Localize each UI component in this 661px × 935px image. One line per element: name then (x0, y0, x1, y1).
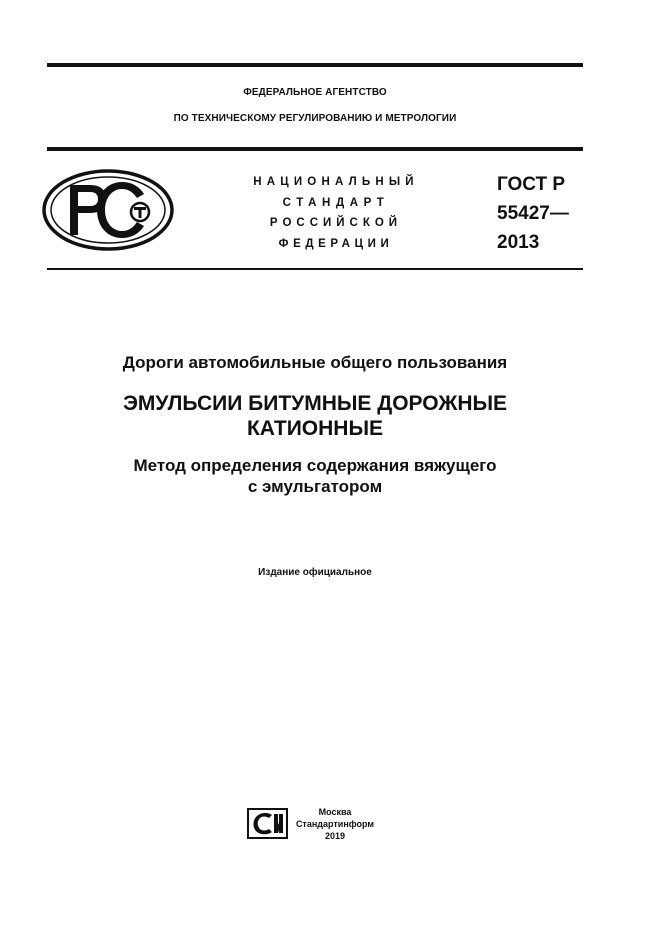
document-category: Дороги автомобильные общего пользования (122, 353, 508, 372)
document-title (47, 391, 583, 441)
header-bottom-rule (47, 268, 583, 270)
publisher-name: Стандартинформ (295, 819, 375, 829)
document-subtitle (47, 455, 583, 497)
document-title-line-1: ЭМУЛЬСИИ БИТУМНЫЕ ДОРОЖНЫЕ (122, 392, 508, 415)
publication-year: 2019 (324, 831, 346, 841)
publisher-info (292, 806, 378, 842)
standard-type-line-3: РОССИЙСКОЙ (269, 217, 403, 229)
document-subtitle-line-1: Метод определения содержания вяжущего (133, 456, 497, 475)
standartinform-logo-icon (247, 808, 288, 839)
standard-type-line-2: СТАНДАРТ (282, 196, 390, 209)
edition-label: Издание официальное (258, 567, 372, 578)
agency-line-1: ФЕДЕРАЛЬНОЕ АГЕНТСТВО (243, 87, 387, 98)
document-title-line-2: КАТИОННЫЕ (246, 417, 384, 440)
standard-type-line-1: НАЦИОНАЛЬНЫЙ (253, 176, 419, 188)
standard-designation (497, 170, 569, 257)
designation-line-2: 55427— (497, 203, 569, 224)
publisher-city: Москва (318, 807, 352, 817)
designation-line-3: 2013 (497, 232, 540, 253)
agency-line-2: ПО ТЕХНИЧЕСКОМУ РЕГУЛИРОВАНИЮ И МЕТРОЛОГИИ (173, 113, 457, 124)
document-subtitle-line-2: с эмульгатором (247, 477, 383, 496)
header-rule (47, 147, 583, 151)
standard-type-line-4: ФЕДЕРАЦИИ (278, 237, 394, 250)
standard-type (236, 172, 436, 254)
designation-line-1: ГОСТ Р (497, 174, 566, 195)
top-rule (47, 63, 583, 67)
rst-gost-emblem-icon (40, 167, 176, 253)
